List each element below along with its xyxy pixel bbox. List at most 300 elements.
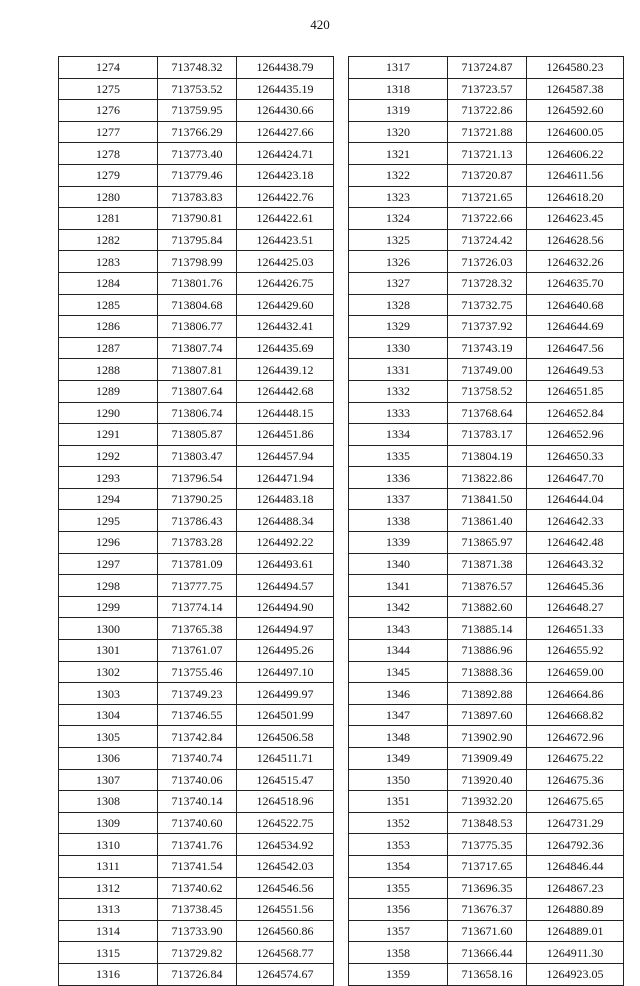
y-coordinate-cell: 1264435.19 (237, 78, 334, 100)
y-coordinate-cell: 1264534.92 (237, 834, 334, 856)
y-coordinate-cell: 1264651.33 (527, 618, 624, 640)
y-coordinate-cell: 1264623.45 (527, 208, 624, 230)
table-row (59, 963, 334, 985)
x-coordinate-cell: 713865.97 (448, 532, 527, 554)
table-row (349, 272, 624, 294)
table-row (349, 618, 624, 640)
y-coordinate-cell: 1264483.18 (237, 488, 334, 510)
table-row (349, 791, 624, 813)
x-coordinate-cell: 713740.74 (158, 748, 237, 770)
y-coordinate-cell: 1264492.22 (237, 532, 334, 554)
table-row (59, 359, 334, 381)
x-coordinate-cell: 713805.87 (158, 424, 237, 446)
table-row (349, 726, 624, 748)
point-number-cell: 1308 (59, 791, 158, 813)
point-number-cell: 1356 (349, 899, 448, 921)
y-coordinate-cell: 1264426.75 (237, 272, 334, 294)
y-coordinate-cell: 1264448.15 (237, 402, 334, 424)
table-row (59, 510, 334, 532)
table-row (349, 121, 624, 143)
point-number-cell: 1355 (349, 877, 448, 899)
point-number-cell: 1357 (349, 920, 448, 942)
table-row (59, 769, 334, 791)
point-number-cell: 1280 (59, 186, 158, 208)
y-coordinate-cell: 1264501.99 (237, 704, 334, 726)
table-row (349, 661, 624, 683)
point-number-cell: 1352 (349, 812, 448, 834)
x-coordinate-cell: 713796.54 (158, 467, 237, 489)
y-coordinate-cell: 1264568.77 (237, 942, 334, 964)
table-row (59, 748, 334, 770)
point-number-cell: 1344 (349, 640, 448, 662)
point-number-cell: 1347 (349, 704, 448, 726)
x-coordinate-cell: 713775.35 (448, 834, 527, 856)
x-coordinate-cell: 713761.07 (158, 640, 237, 662)
x-coordinate-cell: 713783.83 (158, 186, 237, 208)
y-coordinate-cell: 1264494.57 (237, 575, 334, 597)
point-number-cell: 1291 (59, 424, 158, 446)
y-coordinate-cell: 1264551.56 (237, 899, 334, 921)
y-coordinate-cell: 1264675.36 (527, 769, 624, 791)
point-number-cell: 1320 (349, 121, 448, 143)
x-coordinate-cell: 713743.19 (448, 337, 527, 359)
point-number-cell: 1343 (349, 618, 448, 640)
point-number-cell: 1332 (349, 380, 448, 402)
table-row (349, 510, 624, 532)
point-number-cell: 1309 (59, 812, 158, 834)
point-number-cell: 1349 (349, 748, 448, 770)
y-coordinate-cell: 1264497.10 (237, 661, 334, 683)
x-coordinate-cell: 713795.84 (158, 229, 237, 251)
point-number-cell: 1305 (59, 726, 158, 748)
table-row (349, 575, 624, 597)
point-number-cell: 1337 (349, 488, 448, 510)
table-row (59, 791, 334, 813)
x-coordinate-cell: 713749.23 (158, 683, 237, 705)
x-coordinate-cell: 713807.64 (158, 380, 237, 402)
table-row (349, 488, 624, 510)
y-coordinate-cell: 1264846.44 (527, 855, 624, 877)
table-row (349, 769, 624, 791)
table-row (59, 229, 334, 251)
x-coordinate-cell: 713742.84 (158, 726, 237, 748)
x-coordinate-cell: 713724.42 (448, 229, 527, 251)
y-coordinate-cell: 1264499.97 (237, 683, 334, 705)
y-coordinate-cell: 1264425.03 (237, 251, 334, 273)
table-row (349, 532, 624, 554)
point-number-cell: 1340 (349, 553, 448, 575)
y-coordinate-cell: 1264438.79 (237, 57, 334, 79)
table-row (349, 640, 624, 662)
y-coordinate-cell: 1264574.67 (237, 963, 334, 985)
table-row (59, 337, 334, 359)
point-number-cell: 1318 (349, 78, 448, 100)
point-number-cell: 1302 (59, 661, 158, 683)
x-coordinate-cell: 713804.68 (158, 294, 237, 316)
x-coordinate-cell: 713717.65 (448, 855, 527, 877)
point-number-cell: 1276 (59, 100, 158, 122)
y-coordinate-cell: 1264423.51 (237, 229, 334, 251)
x-coordinate-cell: 713774.14 (158, 596, 237, 618)
point-number-cell: 1285 (59, 294, 158, 316)
table-row (349, 704, 624, 726)
table-row (349, 164, 624, 186)
y-coordinate-cell: 1264618.20 (527, 186, 624, 208)
point-number-cell: 1313 (59, 899, 158, 921)
x-coordinate-cell: 713741.76 (158, 834, 237, 856)
y-coordinate-cell: 1264439.12 (237, 359, 334, 381)
x-coordinate-cell: 713790.81 (158, 208, 237, 230)
x-coordinate-cell: 713658.16 (448, 963, 527, 985)
point-number-cell: 1296 (59, 532, 158, 554)
point-number-cell: 1295 (59, 510, 158, 532)
y-coordinate-cell: 1264427.66 (237, 121, 334, 143)
table-row (59, 186, 334, 208)
table-row (59, 899, 334, 921)
x-coordinate-cell: 713779.46 (158, 164, 237, 186)
point-number-cell: 1336 (349, 467, 448, 489)
x-coordinate-cell: 713723.57 (448, 78, 527, 100)
x-coordinate-cell: 713920.40 (448, 769, 527, 791)
point-number-cell: 1294 (59, 488, 158, 510)
y-coordinate-cell: 1264644.69 (527, 316, 624, 338)
x-coordinate-cell: 713777.75 (158, 575, 237, 597)
table-row (349, 359, 624, 381)
table-row (59, 488, 334, 510)
y-coordinate-cell: 1264518.96 (237, 791, 334, 813)
y-coordinate-cell: 1264668.82 (527, 704, 624, 726)
point-number-cell: 1284 (59, 272, 158, 294)
point-number-cell: 1333 (349, 402, 448, 424)
point-number-cell: 1290 (59, 402, 158, 424)
point-number-cell: 1279 (59, 164, 158, 186)
table-row (349, 553, 624, 575)
table-row (59, 640, 334, 662)
point-number-cell: 1329 (349, 316, 448, 338)
y-coordinate-cell: 1264430.66 (237, 100, 334, 122)
y-coordinate-cell: 1264560.86 (237, 920, 334, 942)
point-number-cell: 1358 (349, 942, 448, 964)
point-number-cell: 1326 (349, 251, 448, 273)
table-row (59, 294, 334, 316)
table-row (349, 942, 624, 964)
point-number-cell: 1287 (59, 337, 158, 359)
y-coordinate-cell: 1264542.03 (237, 855, 334, 877)
table-row (59, 618, 334, 640)
table-row (59, 316, 334, 338)
x-coordinate-cell: 713804.19 (448, 445, 527, 467)
table-row (349, 316, 624, 338)
table-row (349, 208, 624, 230)
y-coordinate-cell: 1264675.65 (527, 791, 624, 813)
y-coordinate-cell: 1264655.92 (527, 640, 624, 662)
table-row (59, 575, 334, 597)
x-coordinate-cell: 713741.54 (158, 855, 237, 877)
x-coordinate-cell: 713737.92 (448, 316, 527, 338)
x-coordinate-cell: 713753.52 (158, 78, 237, 100)
point-number-cell: 1304 (59, 704, 158, 726)
y-coordinate-cell: 1264592.60 (527, 100, 624, 122)
table-row (59, 855, 334, 877)
table-row (59, 272, 334, 294)
point-number-cell: 1281 (59, 208, 158, 230)
point-number-cell: 1339 (349, 532, 448, 554)
x-coordinate-cell: 713732.75 (448, 294, 527, 316)
table-row (59, 402, 334, 424)
table-row (349, 337, 624, 359)
x-coordinate-cell: 713801.76 (158, 272, 237, 294)
point-number-cell: 1331 (349, 359, 448, 381)
y-coordinate-cell: 1264632.26 (527, 251, 624, 273)
y-coordinate-cell: 1264664.86 (527, 683, 624, 705)
x-coordinate-cell: 713759.95 (158, 100, 237, 122)
point-number-cell: 1354 (349, 855, 448, 877)
point-number-cell: 1353 (349, 834, 448, 856)
table-row (59, 380, 334, 402)
x-coordinate-cell: 713783.17 (448, 424, 527, 446)
x-coordinate-cell: 713902.90 (448, 726, 527, 748)
table-row (349, 596, 624, 618)
x-coordinate-cell: 713909.49 (448, 748, 527, 770)
x-coordinate-cell: 713932.20 (448, 791, 527, 813)
table-row (59, 877, 334, 899)
x-coordinate-cell: 713671.60 (448, 920, 527, 942)
x-coordinate-cell: 713720.87 (448, 164, 527, 186)
point-number-cell: 1321 (349, 143, 448, 165)
table-row (349, 445, 624, 467)
table-row (349, 186, 624, 208)
x-coordinate-cell: 713803.47 (158, 445, 237, 467)
x-coordinate-cell: 713749.00 (448, 359, 527, 381)
y-coordinate-cell: 1264635.70 (527, 272, 624, 294)
y-coordinate-cell: 1264424.71 (237, 143, 334, 165)
coordinates-table-right-body (349, 57, 624, 986)
table-row (59, 208, 334, 230)
point-number-cell: 1274 (59, 57, 158, 79)
point-number-cell: 1277 (59, 121, 158, 143)
table-row (59, 143, 334, 165)
point-number-cell: 1330 (349, 337, 448, 359)
y-coordinate-cell: 1264471.94 (237, 467, 334, 489)
table-row (59, 661, 334, 683)
table-row (349, 78, 624, 100)
x-coordinate-cell: 713807.74 (158, 337, 237, 359)
x-coordinate-cell: 713766.29 (158, 121, 237, 143)
y-coordinate-cell: 1264731.29 (527, 812, 624, 834)
x-coordinate-cell: 713729.82 (158, 942, 237, 964)
coordinates-table-right (348, 56, 624, 986)
x-coordinate-cell: 713733.90 (158, 920, 237, 942)
point-number-cell: 1275 (59, 78, 158, 100)
coordinates-table-left-body (59, 57, 334, 986)
y-coordinate-cell: 1264600.05 (527, 121, 624, 143)
x-coordinate-cell: 713722.66 (448, 208, 527, 230)
table-row (349, 899, 624, 921)
x-coordinate-cell: 713807.81 (158, 359, 237, 381)
y-coordinate-cell: 1264644.04 (527, 488, 624, 510)
x-coordinate-cell: 713773.40 (158, 143, 237, 165)
table-row (349, 251, 624, 273)
point-number-cell: 1312 (59, 877, 158, 899)
x-coordinate-cell: 713822.86 (448, 467, 527, 489)
y-coordinate-cell: 1264442.68 (237, 380, 334, 402)
y-coordinate-cell: 1264672.96 (527, 726, 624, 748)
x-coordinate-cell: 713841.50 (448, 488, 527, 510)
x-coordinate-cell: 713726.84 (158, 963, 237, 985)
y-coordinate-cell: 1264645.36 (527, 575, 624, 597)
x-coordinate-cell: 713861.40 (448, 510, 527, 532)
x-coordinate-cell: 713886.96 (448, 640, 527, 662)
y-coordinate-cell: 1264889.01 (527, 920, 624, 942)
table-row (349, 294, 624, 316)
point-number-cell: 1345 (349, 661, 448, 683)
x-coordinate-cell: 713726.03 (448, 251, 527, 273)
y-coordinate-cell: 1264642.33 (527, 510, 624, 532)
x-coordinate-cell: 713892.88 (448, 683, 527, 705)
point-number-cell: 1328 (349, 294, 448, 316)
y-coordinate-cell: 1264522.75 (237, 812, 334, 834)
x-coordinate-cell: 713738.45 (158, 899, 237, 921)
y-coordinate-cell: 1264648.27 (527, 596, 624, 618)
point-number-cell: 1323 (349, 186, 448, 208)
point-number-cell: 1303 (59, 683, 158, 705)
point-number-cell: 1327 (349, 272, 448, 294)
y-coordinate-cell: 1264649.53 (527, 359, 624, 381)
table-row (59, 424, 334, 446)
y-coordinate-cell: 1264643.32 (527, 553, 624, 575)
table-row (349, 834, 624, 856)
table-row (349, 402, 624, 424)
table-row (59, 100, 334, 122)
x-coordinate-cell: 713696.35 (448, 877, 527, 899)
point-number-cell: 1315 (59, 942, 158, 964)
point-number-cell: 1293 (59, 467, 158, 489)
point-number-cell: 1335 (349, 445, 448, 467)
table-row (59, 942, 334, 964)
y-coordinate-cell: 1264493.61 (237, 553, 334, 575)
y-coordinate-cell: 1264546.56 (237, 877, 334, 899)
point-number-cell: 1286 (59, 316, 158, 338)
point-number-cell: 1282 (59, 229, 158, 251)
y-coordinate-cell: 1264587.38 (527, 78, 624, 100)
point-number-cell: 1325 (349, 229, 448, 251)
table-row (59, 834, 334, 856)
table-row (349, 683, 624, 705)
y-coordinate-cell: 1264659.00 (527, 661, 624, 683)
point-number-cell: 1310 (59, 834, 158, 856)
table-row (349, 855, 624, 877)
x-coordinate-cell: 713885.14 (448, 618, 527, 640)
x-coordinate-cell: 713740.62 (158, 877, 237, 899)
x-coordinate-cell: 713882.60 (448, 596, 527, 618)
table-row (59, 57, 334, 79)
x-coordinate-cell: 713768.64 (448, 402, 527, 424)
x-coordinate-cell: 713790.25 (158, 488, 237, 510)
y-coordinate-cell: 1264422.76 (237, 186, 334, 208)
point-number-cell: 1297 (59, 553, 158, 575)
x-coordinate-cell: 713781.09 (158, 553, 237, 575)
page-number: 420 (310, 17, 330, 32)
table-row (349, 920, 624, 942)
table-row (349, 100, 624, 122)
point-number-cell: 1316 (59, 963, 158, 985)
y-coordinate-cell: 1264606.22 (527, 143, 624, 165)
y-coordinate-cell: 1264515.47 (237, 769, 334, 791)
y-coordinate-cell: 1264494.97 (237, 618, 334, 640)
point-number-cell: 1317 (349, 57, 448, 79)
x-coordinate-cell: 713722.86 (448, 100, 527, 122)
y-coordinate-cell: 1264647.56 (527, 337, 624, 359)
y-coordinate-cell: 1264506.58 (237, 726, 334, 748)
y-coordinate-cell: 1264495.26 (237, 640, 334, 662)
y-coordinate-cell: 1264422.61 (237, 208, 334, 230)
point-number-cell: 1342 (349, 596, 448, 618)
y-coordinate-cell: 1264652.84 (527, 402, 624, 424)
x-coordinate-cell: 713676.37 (448, 899, 527, 921)
x-coordinate-cell: 713740.60 (158, 812, 237, 834)
y-coordinate-cell: 1264628.56 (527, 229, 624, 251)
point-number-cell: 1341 (349, 575, 448, 597)
y-coordinate-cell: 1264423.18 (237, 164, 334, 186)
x-coordinate-cell: 713740.14 (158, 791, 237, 813)
x-coordinate-cell: 713897.60 (448, 704, 527, 726)
point-number-cell: 1299 (59, 596, 158, 618)
x-coordinate-cell: 713848.53 (448, 812, 527, 834)
y-coordinate-cell: 1264494.90 (237, 596, 334, 618)
point-number-cell: 1292 (59, 445, 158, 467)
y-coordinate-cell: 1264429.60 (237, 294, 334, 316)
coordinates-table-left (58, 56, 334, 986)
point-number-cell: 1283 (59, 251, 158, 273)
table-row (349, 424, 624, 446)
point-number-cell: 1278 (59, 143, 158, 165)
x-coordinate-cell: 713783.28 (158, 532, 237, 554)
point-number-cell: 1348 (349, 726, 448, 748)
y-coordinate-cell: 1264652.96 (527, 424, 624, 446)
x-coordinate-cell: 713721.65 (448, 186, 527, 208)
point-number-cell: 1350 (349, 769, 448, 791)
x-coordinate-cell: 713755.46 (158, 661, 237, 683)
x-coordinate-cell: 713748.32 (158, 57, 237, 79)
x-coordinate-cell: 713666.44 (448, 942, 527, 964)
y-coordinate-cell: 1264611.56 (527, 164, 624, 186)
table-row (59, 121, 334, 143)
table-row (59, 467, 334, 489)
table-row (59, 78, 334, 100)
y-coordinate-cell: 1264432.41 (237, 316, 334, 338)
x-coordinate-cell: 713721.13 (448, 143, 527, 165)
point-number-cell: 1298 (59, 575, 158, 597)
y-coordinate-cell: 1264911.30 (527, 942, 624, 964)
table-row (59, 596, 334, 618)
y-coordinate-cell: 1264580.23 (527, 57, 624, 79)
point-number-cell: 1301 (59, 640, 158, 662)
point-number-cell: 1346 (349, 683, 448, 705)
x-coordinate-cell: 713786.43 (158, 510, 237, 532)
table-row (349, 748, 624, 770)
table-row (349, 57, 624, 79)
y-coordinate-cell: 1264435.69 (237, 337, 334, 359)
y-coordinate-cell: 1264792.36 (527, 834, 624, 856)
point-number-cell: 1289 (59, 380, 158, 402)
x-coordinate-cell: 713721.88 (448, 121, 527, 143)
point-number-cell: 1351 (349, 791, 448, 813)
table-row (349, 812, 624, 834)
y-coordinate-cell: 1264651.85 (527, 380, 624, 402)
y-coordinate-cell: 1264675.22 (527, 748, 624, 770)
y-coordinate-cell: 1264650.33 (527, 445, 624, 467)
point-number-cell: 1334 (349, 424, 448, 446)
